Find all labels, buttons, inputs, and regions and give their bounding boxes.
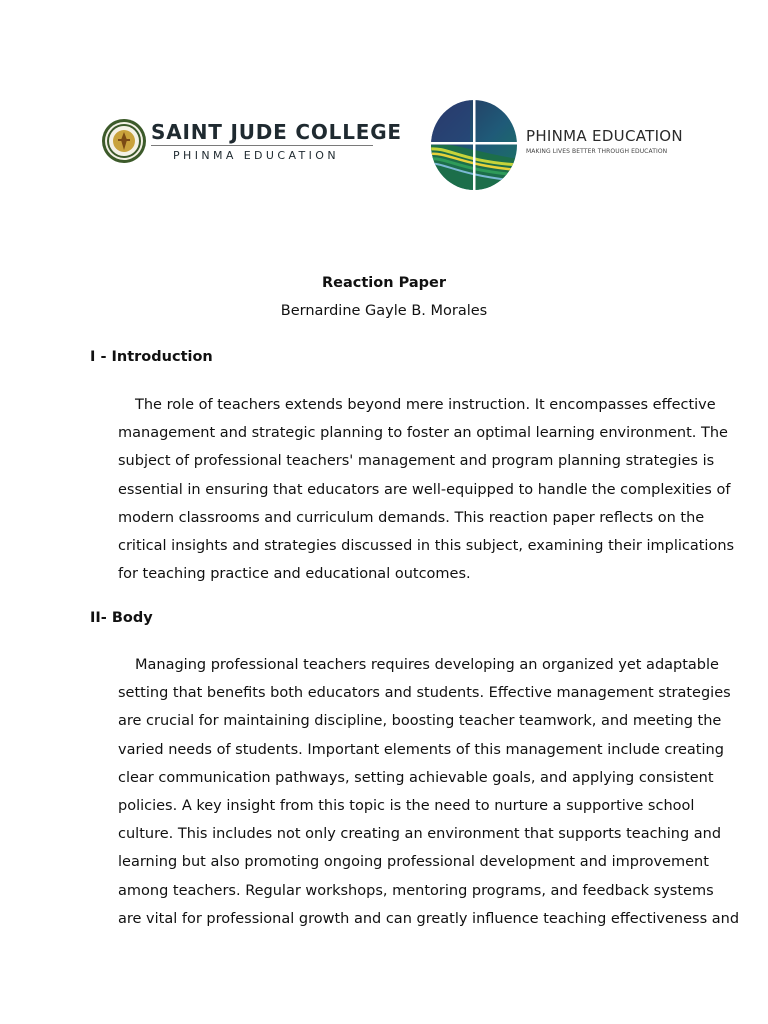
paragraph-line: The role of teachers extends beyond mere instruction. It encompasses effective xyxy=(135,397,716,413)
paragraph-line: varied needs of students. Important elements of this management include creating xyxy=(118,741,724,758)
paragraph-line: Managing professional teachers requires developing an organized yet adaptable xyxy=(135,657,719,673)
section-heading-body: II- Body xyxy=(90,610,153,626)
paragraph-line: management and strategic planning to foster an optimal learning environment. The xyxy=(118,425,728,442)
paragraph-line: subject of professional teachers' management and program planning strategies is xyxy=(118,453,715,470)
brand-name: PHINMA EDUCATION xyxy=(526,127,683,145)
paragraph-line: learning but also promoting ongoing professional development and improvement xyxy=(118,854,709,871)
author-name: Bernardine Gayle B. Morales xyxy=(280,303,488,319)
phinma-globe-icon xyxy=(430,99,518,191)
brand-tagline: MAKING LIVES BETTER THROUGH EDUCATION xyxy=(526,148,668,155)
paragraph-line: modern classrooms and curriculum demands. This reaction paper reflects on the xyxy=(118,509,705,526)
paragraph-line: among teachers. Regular workshops, mentoring programs, and feedback systems xyxy=(118,882,714,899)
paragraph-line: are crucial for maintaining discipline, boosting teacher teamwork, and meeting the xyxy=(118,713,722,730)
college-subtitle: PHINMA EDUCATION xyxy=(173,149,339,162)
paragraph-line: setting that benefits both educators and students. Effective management strategies xyxy=(118,685,731,702)
paragraph-line: critical insights and strategies discussed in this subject, examining their implications xyxy=(118,537,735,554)
body-paragraph xyxy=(118,651,740,933)
section-heading-introduction: I - Introduction xyxy=(90,349,213,365)
logo-divider xyxy=(151,145,373,146)
paragraph-line: essential in ensuring that educators are well-equipped to handle the complexities of xyxy=(118,481,731,498)
paragraph-line: are vital for professional growth and can greatly influence teaching effectiveness and xyxy=(118,910,740,927)
college-seal-icon xyxy=(101,118,147,164)
paragraph-line: for teaching practice and educational outcomes. xyxy=(118,566,471,583)
saint-jude-college-logo xyxy=(101,118,402,168)
paragraph-line: culture. This includes not only creating an environment that supports teaching and xyxy=(118,826,722,843)
phinma-education-logo xyxy=(430,99,683,191)
paragraph-line: policies. A key insight from this topic is the need to nurture a supportive school xyxy=(118,797,695,814)
paragraph-line: clear communication pathways, setting achievable goals, and applying consistent xyxy=(118,769,714,786)
introduction-paragraph xyxy=(118,391,735,588)
page-title: Reaction Paper xyxy=(321,275,446,291)
college-name: SAINT JUDE COLLEGE xyxy=(151,120,402,144)
